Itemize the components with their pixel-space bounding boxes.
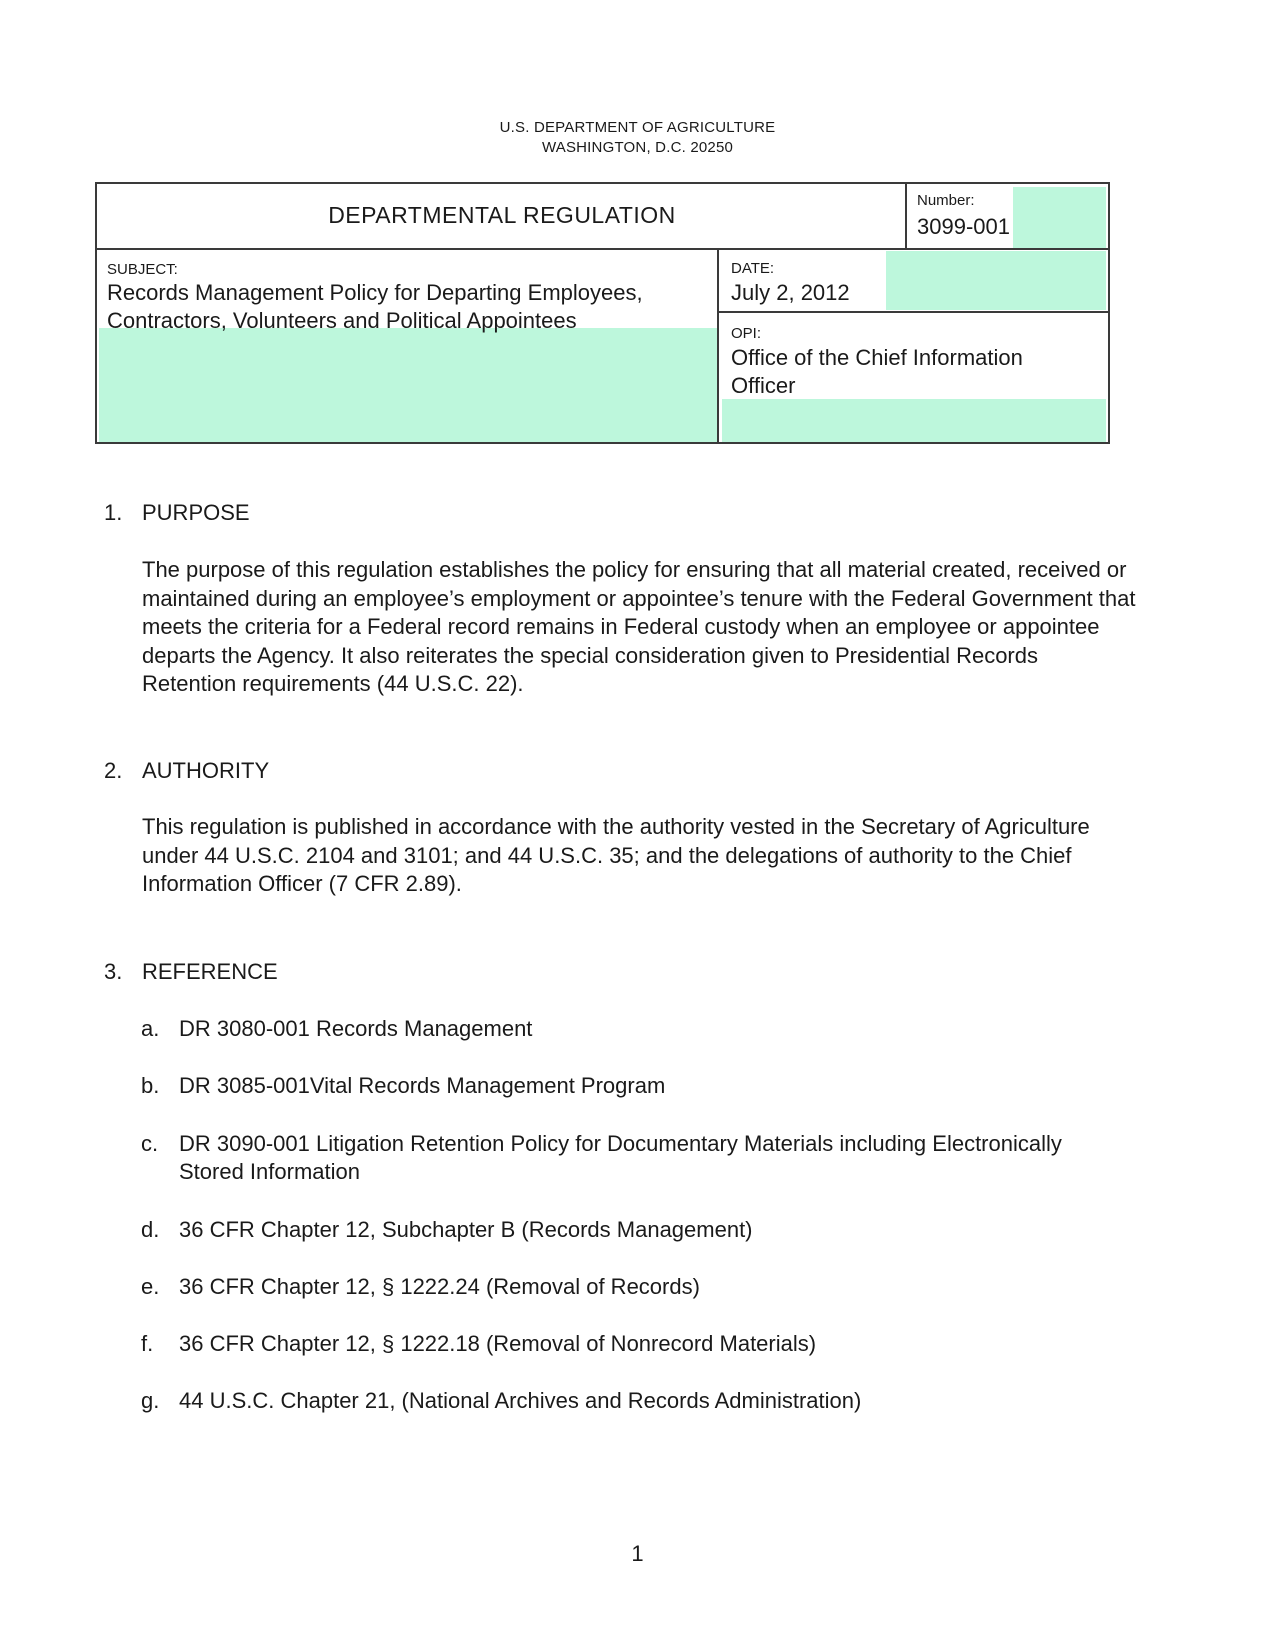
reference-text-continued: Stored Information — [179, 1159, 360, 1184]
reference-item-e — [141, 1273, 700, 1301]
reference-text: DR 3085-001Vital Records Management Program — [179, 1073, 666, 1098]
subject-divider — [717, 248, 719, 442]
reference-letter: d. — [141, 1217, 160, 1242]
section-heading-reference — [104, 959, 278, 985]
paragraph-line: The purpose of this regulation establishes the policy for ensuring that all material created, received or — [142, 557, 1127, 582]
row-divider — [97, 248, 1108, 250]
reference-text: 36 CFR Chapter 12, § 1222.24 (Removal of Records) — [179, 1274, 700, 1299]
date-value: July 2, 2012 — [731, 280, 850, 305]
reference-item-b — [141, 1072, 665, 1100]
number-label: Number: — [917, 192, 975, 209]
opi-line-2: Officer — [731, 373, 796, 398]
reference-item-f — [141, 1330, 816, 1358]
reference-letter: e. — [141, 1274, 160, 1299]
page-number: 1 — [631, 1541, 644, 1566]
reference-text: 44 U.S.C. Chapter 21, (National Archives and Records Administration) — [179, 1388, 862, 1413]
reference-letter: f. — [141, 1331, 154, 1356]
reference-letter: b. — [141, 1073, 160, 1098]
opi-label: OPI: — [731, 325, 762, 342]
reference-text: DR 3080-001 Records Management — [179, 1016, 533, 1041]
reference-item-g — [141, 1387, 861, 1415]
paragraph-line: meets the criteria for a Federal record remains in Federal custody when an employee or appointee — [142, 614, 1100, 639]
section-heading-authority — [104, 758, 269, 784]
section-title: PURPOSE — [142, 500, 250, 525]
purpose-paragraph — [142, 556, 1182, 699]
reference-text: 36 CFR Chapter 12, Subchapter B (Records Management) — [179, 1217, 753, 1242]
reference-item-c — [141, 1130, 1062, 1186]
section-title: AUTHORITY — [142, 758, 270, 783]
subject-value — [107, 279, 643, 335]
section-title: REFERENCE — [142, 959, 278, 984]
document-title: DEPARTMENTAL REGULATION — [328, 202, 676, 228]
reference-letter: c. — [141, 1131, 159, 1156]
paragraph-line: Retention requirements (44 U.S.C. 22). — [142, 671, 524, 696]
subject-label: SUBJECT: — [107, 261, 178, 278]
opi-value — [731, 344, 1023, 400]
paragraph-line: maintained during an employee’s employment or appointee’s tenure with the Federal Government that — [142, 585, 1136, 611]
subject-line-1: Records Management Policy for Departing Employees, — [107, 280, 643, 305]
reference-text: DR 3090-001 Litigation Retention Policy for Documentary Materials including Electronically — [179, 1131, 1062, 1156]
department-name: U.S. DEPARTMENT OF AGRICULTURE — [499, 119, 776, 136]
subject-line-2: Contractors, Volunteers and Political Appointees — [107, 308, 577, 333]
reference-text: 36 CFR Chapter 12, § 1222.18 (Removal of Nonrecord Materials) — [179, 1331, 817, 1356]
section-number: 2. — [104, 758, 123, 783]
opi-highlight — [722, 399, 1106, 442]
section-heading-purpose — [104, 500, 250, 526]
reference-letter: g. — [141, 1388, 160, 1413]
date-opi-divider — [717, 311, 1108, 313]
paragraph-line: Information Officer (7 CFR 2.89). — [142, 871, 462, 896]
date-label: DATE: — [731, 260, 775, 277]
opi-line-1: Office of the Chief Information — [731, 345, 1023, 370]
subject-highlight — [99, 328, 717, 442]
reference-letter: a. — [141, 1016, 160, 1041]
authority-paragraph — [142, 813, 1182, 899]
paragraph-line: departs the Agency. It also reiterates the special consideration given to Presidential Records — [142, 642, 1038, 668]
regulation-header-box — [95, 182, 1110, 444]
section-number: 3. — [104, 959, 123, 984]
section-number: 1. — [104, 500, 123, 525]
paragraph-line: under 44 U.S.C. 2104 and 3101; and 44 U.S.C. 35; and the delegations of authority to the Chief — [142, 842, 1072, 868]
reference-item-d — [141, 1216, 753, 1244]
paragraph-line: This regulation is published in accordance with the authority vested in the Secretary of Agriculture — [142, 814, 1090, 839]
reference-item-a — [141, 1015, 532, 1043]
number-highlight — [1013, 187, 1106, 249]
number-value: 3099-001 — [917, 214, 1010, 239]
department-address: WASHINGTON, D.C. 20250 — [541, 139, 734, 156]
date-highlight — [886, 251, 1106, 310]
